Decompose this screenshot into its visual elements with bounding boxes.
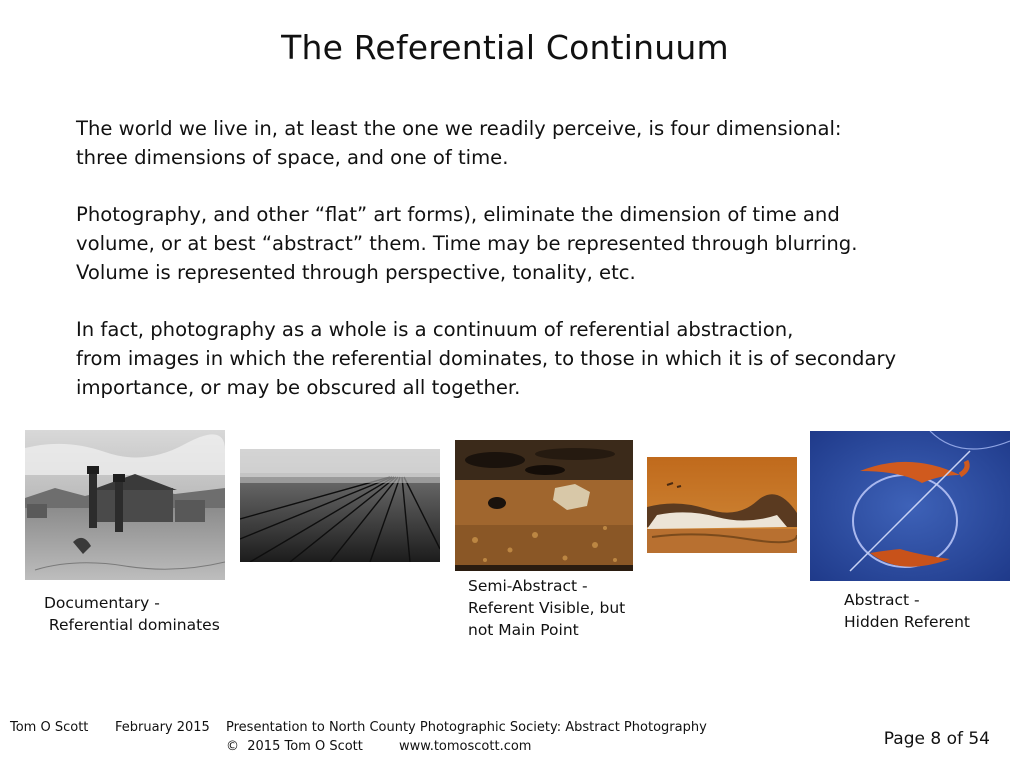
caption-line: Semi-Abstract - [468, 577, 588, 595]
caption-line: Referential dominates [44, 616, 220, 634]
caption-abstract [844, 589, 970, 633]
body-text [76, 114, 1006, 430]
text-line: volume, or at best “abstract” them. Time may be represented through blurring. [76, 232, 858, 255]
paragraph [76, 200, 1006, 287]
paragraph [76, 315, 1006, 402]
footer-copyright: © 2015 Tom O Scott [226, 739, 363, 754]
caption-line: Referent Visible, but [468, 599, 626, 617]
caption-line: Abstract - [844, 591, 920, 609]
caption-line: not Main Point [468, 621, 579, 639]
text-line: The world we live in, at least the one we readily perceive, is four dimensional: [76, 117, 842, 140]
photo-rusted-texture [455, 440, 633, 571]
caption-documentary [44, 592, 220, 636]
footer-author: Tom O Scott [10, 720, 89, 735]
photo-orange-abstract [647, 457, 797, 553]
text-line: from images in which the referential dominates, to those in which it is of secondary [76, 347, 897, 370]
text-line: In fact, photography as a whole is a continuum of referential abstraction, [76, 318, 794, 341]
footer-website[interactable]: www.tomoscott.com [399, 739, 532, 754]
footer-date: February 2015 [115, 720, 210, 735]
caption-line: Documentary - [44, 594, 160, 612]
photo-foggy-field [240, 449, 440, 562]
text-line: Photography, and other “flat” art forms), eliminate the dimension of time and [76, 203, 840, 226]
text-line: Volume is represented through perspective, tonality, etc. [76, 261, 636, 284]
text-line: importance, or may be obscured all together. [76, 376, 521, 399]
photo-blue-abstract [810, 431, 1010, 581]
page-number: Page 8 of 54 [883, 729, 990, 749]
paragraph [76, 114, 1006, 172]
slide-title: The Referential Continuum [281, 28, 729, 67]
photo-documentary [25, 430, 225, 580]
caption-line: Hidden Referent [844, 613, 970, 631]
footer-presentation: Presentation to North County Photographic Society: Abstract Photography [226, 720, 707, 735]
text-line: three dimensions of space, and one of time. [76, 146, 509, 169]
caption-semi-abstract [468, 575, 625, 641]
